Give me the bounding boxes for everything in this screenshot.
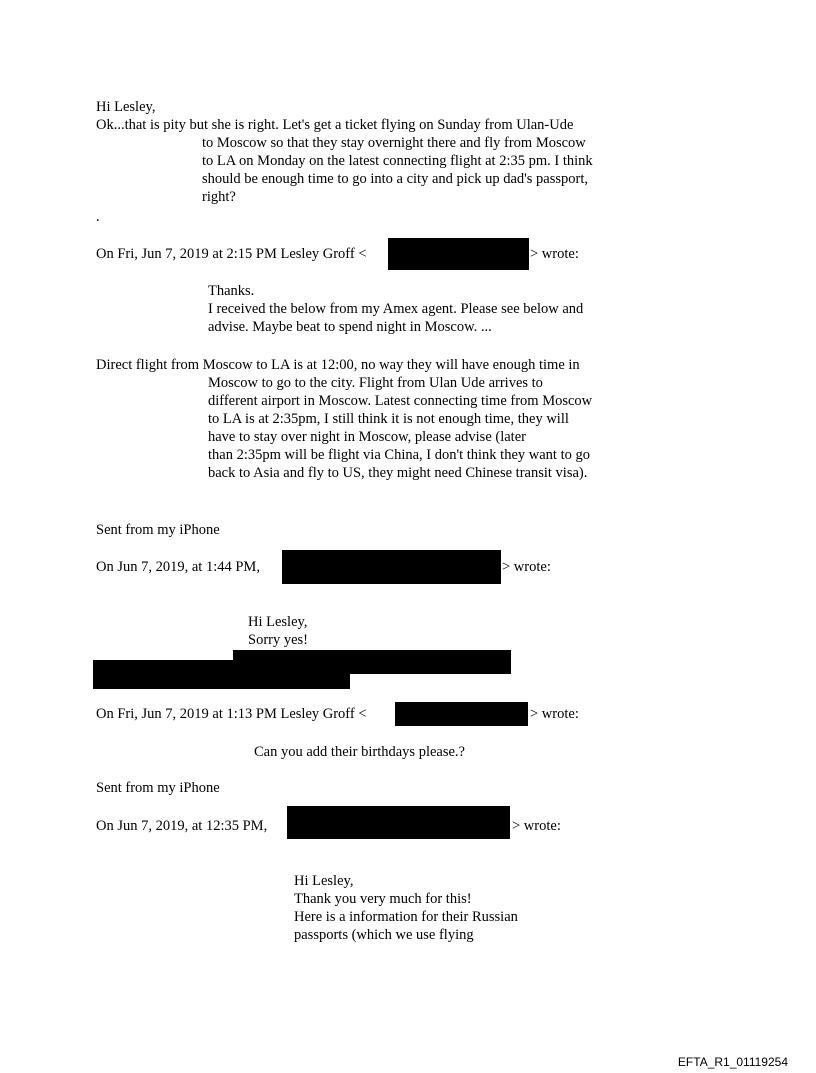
sent-from-iphone: Sent from my iPhone [96, 522, 220, 538]
greeting: Hi Lesley, [96, 99, 156, 115]
body-line: passports (which we use flying [294, 927, 474, 943]
body-line: to Moscow so that they stay overnight there and fly from Moscow [202, 135, 586, 151]
redaction-box [282, 550, 501, 584]
email-header-suffix: > wrote: [502, 559, 551, 575]
redaction-box [93, 660, 350, 689]
redaction-box [388, 238, 529, 270]
body-line: I received the below from my Amex agent. Please see below and [208, 301, 584, 317]
email-header: On Jun 7, 2019, at 12:35 PM, [96, 818, 268, 834]
redaction-box [287, 806, 510, 839]
email-header-suffix: > wrote: [530, 246, 579, 262]
body-line: Moscow to go to the city. Flight from Ulan Ude arrives to [208, 375, 543, 391]
body-line: have to stay over night in Moscow, please advise (later [208, 429, 526, 445]
body-line: than 2:35pm will be flight via China, I don't think they want to go [208, 447, 590, 463]
document-id-footer: EFTA_R1_01119254 [677, 1055, 788, 1069]
body-line: back to Asia and fly to US, they might need Chinese transit visa). [208, 465, 588, 481]
email-header-suffix: > wrote: [530, 706, 579, 722]
body-line: Here is a information for their Russian [294, 909, 518, 925]
redaction-box [395, 702, 528, 726]
body-line: Hi Lesley, [294, 873, 354, 889]
body-line: Ok...that is pity but she is right. Let's get a ticket flying on Sunday from Ulan-Ude [96, 117, 574, 133]
body-line: to LA is at 2:35pm, I still think it is not enough time, they will [208, 411, 569, 427]
stray-dot: . [96, 209, 100, 225]
body-line: should be enough time to go into a city and pick up dad's passport, [202, 171, 588, 187]
body-line: Hi Lesley, [248, 614, 308, 630]
body-line: Can you add their birthdays please.? [254, 744, 465, 760]
body-line: right? [202, 189, 236, 205]
body-line: Thanks. [208, 283, 255, 299]
body-line: different airport in Moscow. Latest connecting time from Moscow [208, 393, 593, 409]
body-line: to LA on Monday on the latest connecting flight at 2:35 pm. I think [202, 153, 593, 169]
email-header: On Fri, Jun 7, 2019 at 2:15 PM Lesley Groff < [96, 246, 367, 262]
sent-from-iphone: Sent from my iPhone [96, 780, 220, 796]
body-line: Thank you very much for this! [294, 891, 472, 907]
body-line: Direct flight from Moscow to LA is at 12:00, no way they will have enough time in [96, 357, 580, 373]
email-header-suffix: > wrote: [512, 818, 561, 834]
email-header: On Fri, Jun 7, 2019 at 1:13 PM Lesley Groff < [96, 706, 367, 722]
body-line: advise. Maybe beat to spend night in Moscow. ... [208, 319, 492, 335]
body-line: Sorry yes! [248, 632, 309, 648]
email-header: On Jun 7, 2019, at 1:44 PM, [96, 559, 260, 575]
